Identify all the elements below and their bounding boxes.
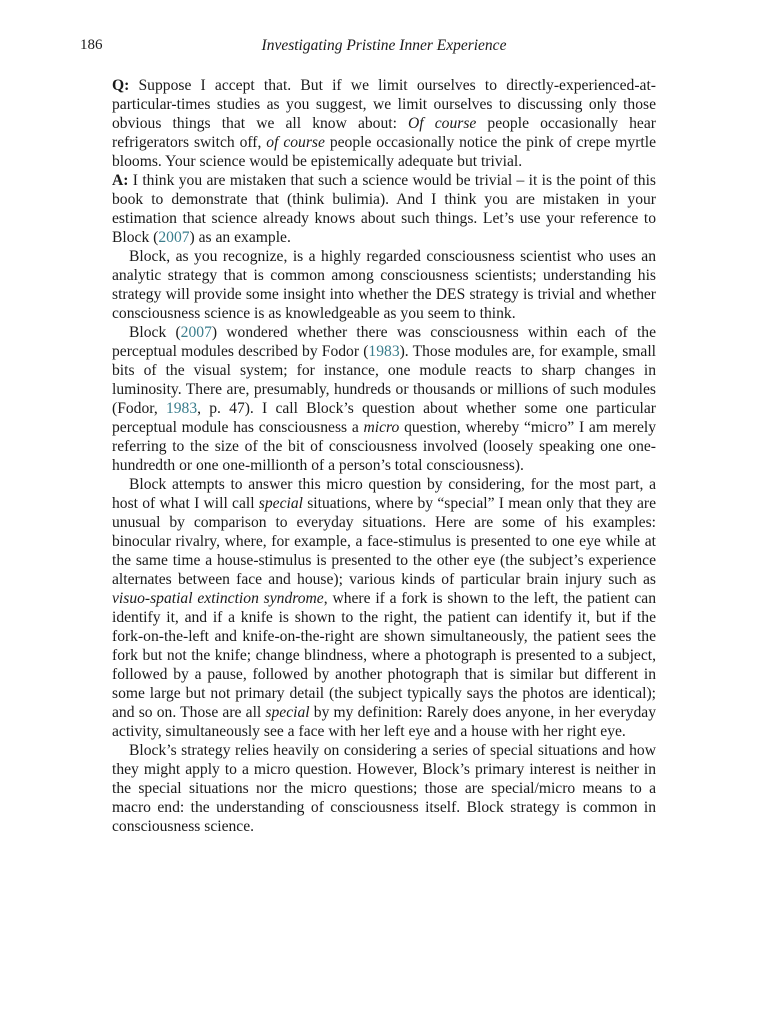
text-run: Block (	[129, 324, 181, 341]
running-title: Investigating Pristine Inner Experience	[261, 37, 507, 54]
emphasis: Of course	[408, 115, 477, 132]
body-paragraph	[112, 475, 656, 741]
text-run: question, whereby “micro” I am merely referring to the size of the bit of consciousness involved (loosely speaking one one-hundredth or one one-millionth of a person’s total consciousness).	[112, 419, 656, 474]
citation-link[interactable]: 1983	[368, 343, 400, 360]
text-run: situations, where by “special” I mean only that they are unusual by comparison to everyday situations. Here are some of his examples: binocular rivalry, where, for example, a face-stimulus is presented to one eye while at the same time a house-stimulus is presented to the other eye (the subject’s experience alternates between face and house); various kinds of particular brain injury such as	[112, 495, 656, 588]
text-run: ). Those modules are, for example, small bits of the visual system; for instance, one module reacts to sharp changes in luminosity. There are, presumably, hundreds or thousands or millions of such modules (Fodor,	[112, 343, 656, 417]
text-run: Block attempts to answer this micro question by considering, for the most part, a host of what I will call	[112, 476, 656, 512]
text-run: by my definition: Rarely does anyone, in her everyday activity, simultaneously see a face with her left eye and a house with her right eye.	[112, 704, 656, 740]
text-run: ) wondered whether there was consciousness within each of the perceptual modules described by Fodor (	[112, 324, 656, 360]
text-run: , where if a fork is shown to the left, the patient can identify it, and if a knife is shown to the right, the patient can identify it, but if the fork-on-the-left and knife-on-the-right are shown simultaneously, the patient sees the fork but not the knife; change blindness, where a photograph is presented to a subject, followed by a pause, followed by another photograph that is similar but different in some large but not primary detail (the subject typically says the photos are identical); and so on. Those are all	[112, 590, 656, 721]
emphasis: special	[258, 495, 303, 512]
text-run: Suppose I accept that. But if we limit ourselves to directly-experienced-at-particular-times studies as you suggest, we limit ourselves to discussing only those obvious things that we all know about:	[112, 77, 656, 132]
answer-paragraph	[112, 171, 656, 247]
text-run: people occasionally notice the pink of crepe myrtle blooms. Your science would be epistemically adequate but trivial.	[112, 134, 657, 170]
emphasis: visuo-spatial extinction syndrome	[112, 590, 324, 607]
running-head	[0, 37, 768, 59]
question-paragraph	[112, 76, 656, 171]
page-number: 186	[80, 37, 103, 53]
citation-link[interactable]: 2007	[158, 229, 190, 246]
text-run: , p. 47). I call Block’s question about whether some one particular perceptual module has consciousness a	[112, 400, 656, 436]
body-text	[112, 76, 656, 836]
answer-label: A:	[112, 172, 129, 189]
citation-link[interactable]: 1983	[165, 400, 198, 417]
text-run: ) as an example.	[189, 229, 291, 246]
citation-link[interactable]: 2007	[180, 324, 212, 341]
question-label: Q:	[112, 77, 130, 94]
emphasis: special	[265, 704, 310, 721]
text-run: Block, as you recognize, is a highly regarded consciousness scientist who uses an analytic strategy that is common among consciousness scientists; understanding his strategy will provide some insight into whether the DES strategy is trivial and whether consciousness science is as knowledgeable as you seem to think.	[112, 248, 656, 322]
text-run: people occasionally hear refrigerators switch off,	[112, 115, 656, 151]
emphasis: of course	[266, 134, 325, 151]
body-paragraph	[112, 741, 656, 836]
body-paragraph	[112, 247, 656, 323]
body-paragraph	[112, 323, 656, 475]
text-run: I think you are mistaken that such a science would be trivial – it is the point of this book to demonstrate that (think bulimia). And I think you are mistaken in your estimation that science already knows about such things. Let’s use your reference to Block (	[112, 172, 656, 246]
emphasis: micro	[363, 419, 400, 436]
text-run: Block’s strategy relies heavily on considering a series of special situations and how they might apply to a micro question. However, Block’s primary interest is neither in the special situations nor the micro questions; those are special/micro means to a macro end: the understanding of consciousness itself. Block strategy is common in consciousness science.	[112, 742, 656, 835]
